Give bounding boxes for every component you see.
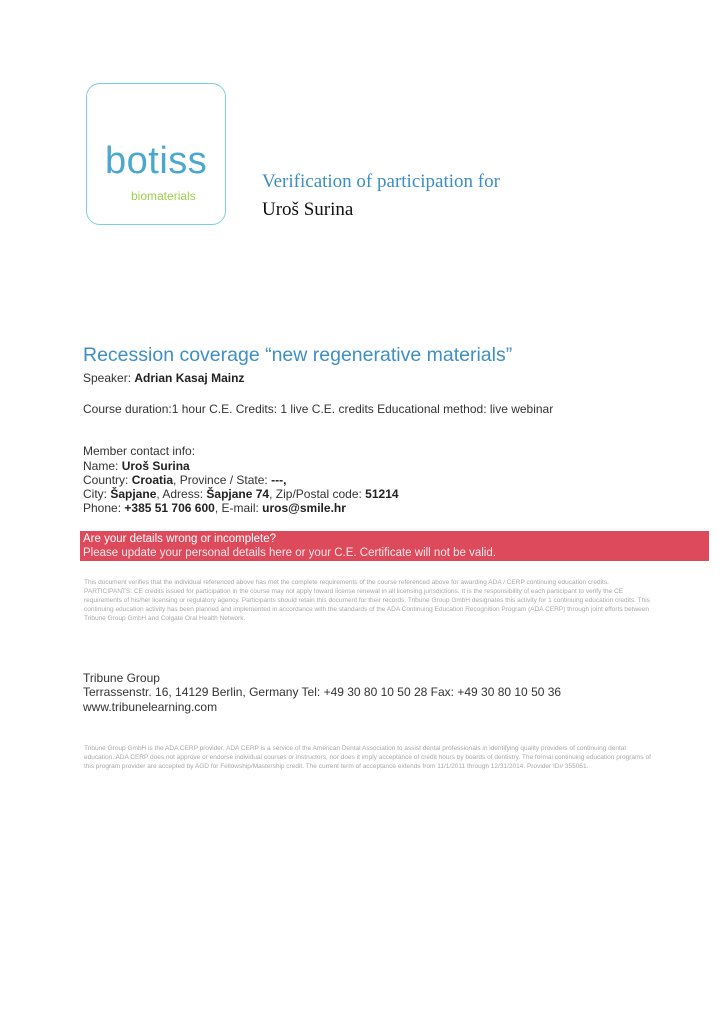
contact-city-line (83, 488, 399, 500)
email-label: , E-mail: (214, 501, 259, 515)
address-label: , Adress: (156, 487, 204, 501)
course-title: Recession coverage “new regenerative materials” (83, 344, 513, 366)
contact-name-line (83, 460, 190, 472)
contact-city: Šapjane (110, 487, 157, 501)
speaker-line (83, 372, 244, 384)
ada-disclaimer: This document verifies that the individual referenced above has met the complete requirements of the course referenced above for awarding ADA / CERP continuing education credits. PARTICIPANTS: CE credits issued for participation in the course may not apply toward license renewal in all licensing jurisdictions. It is the responsibility of each participant to verify the CE requirements of his/her licensing or regulatory agency. Participants should retain this document for their records. Tribune Group GmbH designates this activity for 1 continuing education credits. This continuing education activity has been planned and implemented in accordance with the standards of the ADA Continuing Education Recognition Program (ADA CERP) through joint efforts between Tribune Group GmbH and Colgate Oral Health Network. (84, 579, 650, 622)
banner-question: Are your details wrong or incomplete? (83, 533, 277, 545)
contact-province: ---, (271, 473, 287, 487)
update-details-link[interactable]: Please update your personal details here or your C.E. Certificate will not be valid. (83, 547, 496, 559)
province-label: , Province / State: (173, 473, 268, 487)
verification-title: Verification of participation for (262, 171, 500, 192)
contact-country-line (83, 474, 286, 486)
contact-heading: Member contact info: (83, 444, 196, 458)
logo-wordmark: botiss (105, 140, 208, 182)
course-details: Course duration:1 hour C.E. Credits: 1 live C.E. credits Educational method: live webinar (83, 402, 554, 416)
contact-country: Croatia (131, 473, 174, 487)
zip-label: , Zip/Postal code: (269, 487, 362, 501)
update-details-banner (80, 531, 709, 561)
logo-subtitle: biomaterials (131, 189, 196, 203)
participant-name: Uroš Surina (262, 199, 354, 220)
contact-email: uros@smile.hr (262, 501, 346, 515)
contact-phone: +385 51 706 600 (124, 501, 215, 515)
cerp-disclaimer: Tribune Group GmbH is the ADA CERP provider. ADA CERP is a service of the American Dental Association to assist dental professionals in identifying quality providers of continuing dental education. ADA CERP does not approve or endorse individual courses or instructors, nor does it imply acceptance of credit hours by boards of dentistry. The formal continuing education programs of this program provider are accepted by AGD for Fellowship/Mastership credit. The current term of acceptance extends from 11/1/2011 through 12/31/2014. Provider ID# 355051. (84, 745, 651, 770)
phone-label: Phone: (83, 501, 122, 515)
contact-zip: 51214 (365, 487, 399, 501)
contact-address: Šapjane 74 (206, 487, 270, 501)
tribune-website-link[interactable]: www.tribunelearning.com (83, 700, 218, 714)
botiss-logo (86, 83, 226, 225)
name-label: Name: (83, 459, 119, 473)
city-label: City: (83, 487, 107, 501)
contact-name: Uroš Surina (121, 459, 190, 473)
speaker-name: Adrian Kasaj Mainz (134, 371, 245, 385)
speaker-label: Speaker: (83, 371, 132, 385)
tribune-address: Terrassenstr. 16, 14129 Berlin, Germany Tel: +49 30 80 10 50 28 Fax: +49 30 80 10 50 36 (83, 685, 562, 699)
country-label: Country: (83, 473, 129, 487)
contact-phone-line (83, 502, 346, 514)
tribune-name: Tribune Group (83, 671, 160, 685)
